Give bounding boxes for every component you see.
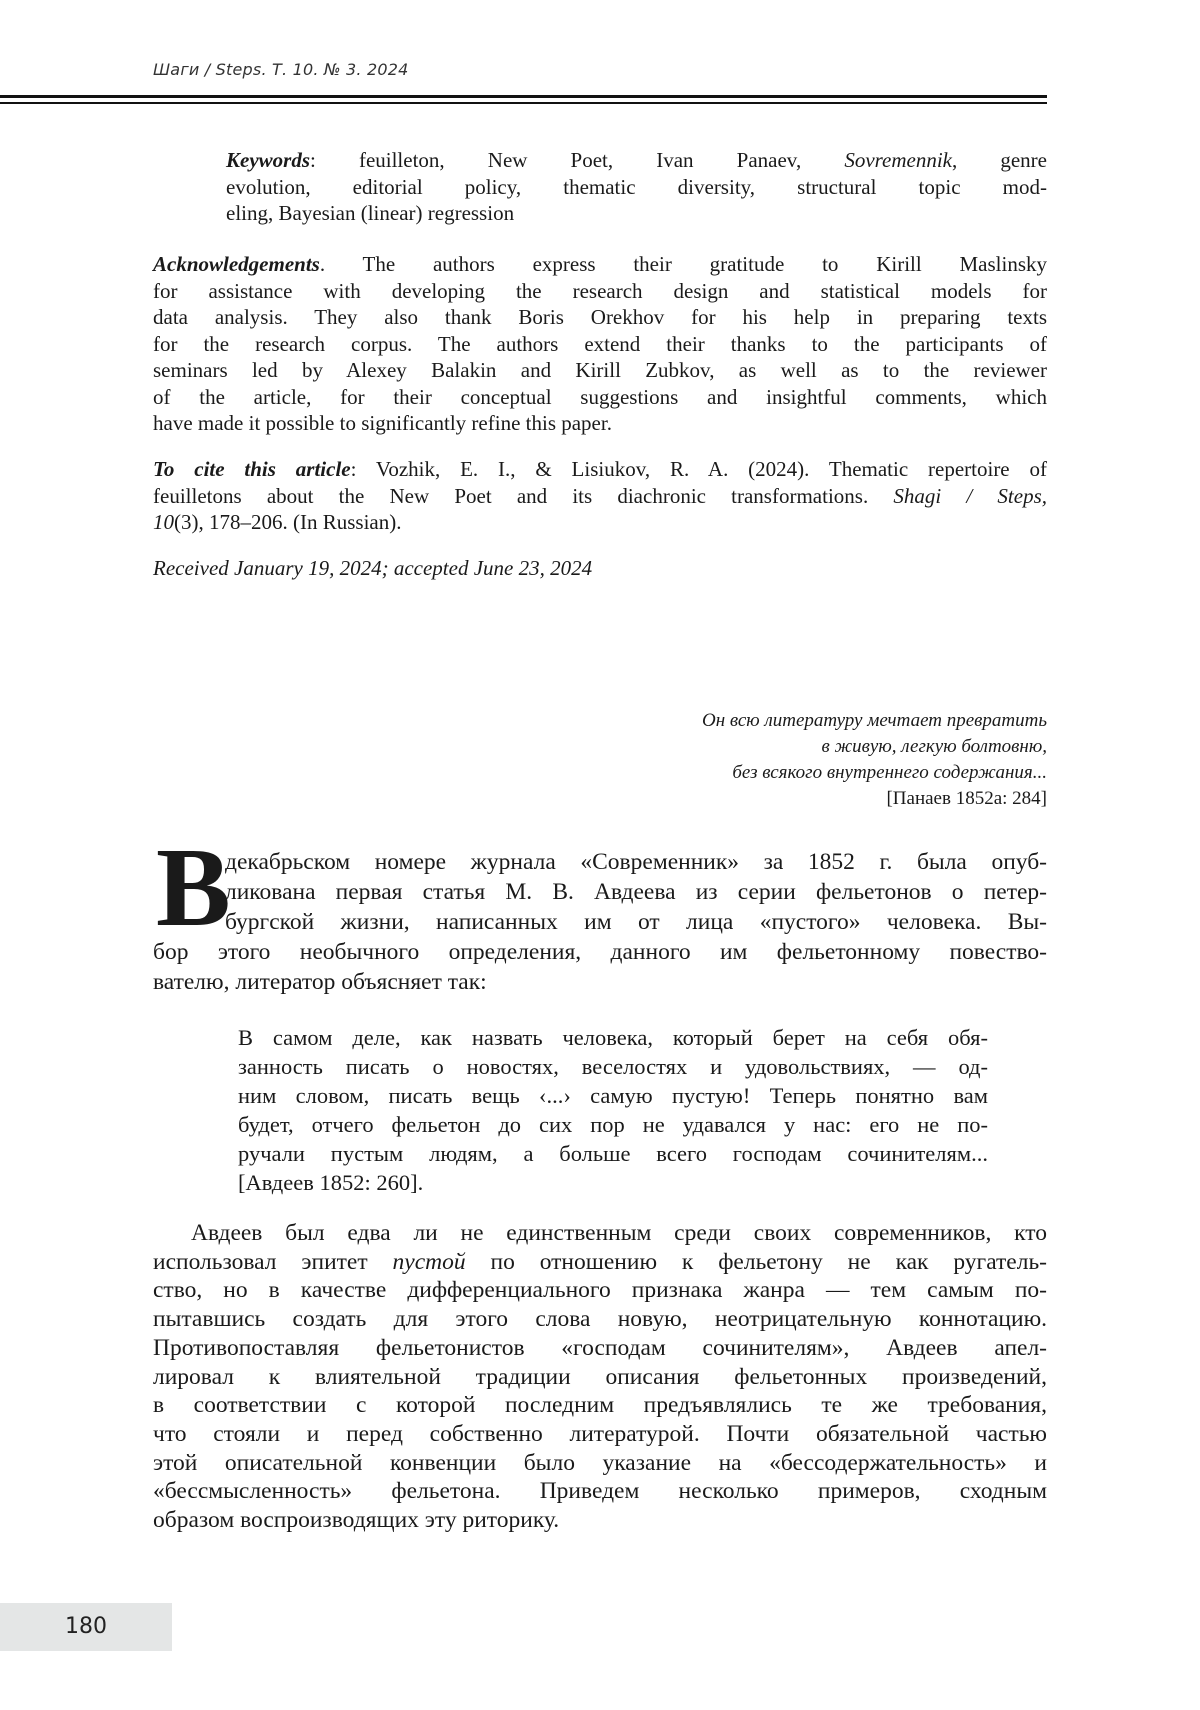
text-line (226, 174, 1047, 201)
text-line (153, 967, 1047, 997)
text-run: : feuilleton, New Poet, Ivan Panaev, (310, 148, 844, 172)
text-run: бургской жизни, написанных им от лица «пустого» человека. Вы- (225, 909, 1047, 935)
epigraph-line: в живую, легкую болтовню, (702, 734, 1047, 760)
text-run: for assistance with developing the research design and statistical models for (153, 279, 1047, 303)
text-run: этой описательной конвенции было указание на «бессодержательность» и (153, 1450, 1047, 1476)
text-run: evolution, editorial policy, thematic diversity, structural topic mod- (226, 175, 1047, 199)
text-line (226, 147, 1047, 174)
text-line (153, 937, 1047, 967)
text-line (153, 456, 1047, 483)
text-line (153, 1477, 1047, 1506)
epigraph-line: без всякого внутреннего содержания... (702, 760, 1047, 786)
text-line (225, 877, 1047, 907)
text-run: «бессмысленность» фельетона. Приведем несколько примеров, сходным (153, 1478, 1047, 1504)
epigraph-line: Он всю литературу мечтает превратить (702, 708, 1047, 734)
text-run: seminars led by Alexey Balakin and Kirill Zubkov, as well as to the reviewer (153, 358, 1047, 382)
text-line (238, 1052, 988, 1081)
text-run: лировал к влиятельной традиции описания фельетонных произведений, (153, 1364, 1047, 1390)
block-quote (238, 1023, 988, 1197)
text-run: В самом деле, как назвать человека, который берет на себя обя- (238, 1025, 988, 1050)
text-run: Противопоставляя фельетонистов «господам сочинителям», Авдеев апел- (153, 1335, 1047, 1361)
text-run: [Авдеев 1852: 260]. (238, 1170, 423, 1195)
text-emphasis: To cite this article (153, 457, 351, 481)
text-run: : Vozhik, E. I., & Lisiukov, R. A. (2024). Thematic repertoire of (351, 457, 1047, 481)
text-run: , genre (952, 148, 1047, 172)
text-run: (3), 178–206. (In Russian). (174, 510, 401, 534)
text-line (238, 1139, 988, 1168)
text-emphasis: Keywords (226, 148, 310, 172)
body-paragraph-1 (153, 847, 1047, 997)
text-run: data analysis. They also thank Boris Orekhov for his help in preparing texts (153, 305, 1047, 329)
text-line (238, 1168, 988, 1197)
text-line (153, 384, 1047, 411)
text-emphasis: Shagi / Steps, (893, 484, 1047, 508)
text-line (153, 331, 1047, 358)
text-line (225, 847, 1047, 877)
text-run: будет, отчего фельетон до сих пор не удавался у нас: его не по- (238, 1112, 988, 1137)
text-run: of the article, for their conceptual suggestions and insightful comments, which (153, 385, 1047, 409)
text-line (153, 1276, 1047, 1305)
drop-cap: В (156, 842, 231, 934)
text-run: ликована первая статья М. В. Авдеева из серии фельетонов о петер- (225, 879, 1047, 905)
text-line (238, 1110, 988, 1139)
text-run: eling, Bayesian (linear) regression (226, 201, 514, 225)
header-rule-thin (0, 102, 1047, 104)
text-emphasis: 10 (153, 510, 174, 534)
epigraph (702, 708, 1047, 812)
text-emphasis: Sovremennik (844, 148, 952, 172)
text-line (238, 1023, 988, 1052)
text-run: ним словом, писать вещь ‹...› самую пустую! Теперь понятно вам (238, 1083, 988, 1108)
text-run: бор этого необычного определения, данного им фельетонному повество- (153, 939, 1047, 965)
text-line (153, 483, 1047, 510)
text-run: ручали пустым людям, а больше всего господам сочинителям... (238, 1141, 988, 1166)
text-run: ство, но в качестве дифференциального признака жанра — тем самым по- (153, 1277, 1047, 1303)
running-head: Шаги / Steps. Т. 10. № 3. 2024 (153, 60, 409, 79)
text-run: . The authors express their gratitude to Kirill Maslinsky (320, 252, 1047, 276)
text-run: занность писать о новостях, веселостях и удовольствиях, — од- (238, 1054, 988, 1079)
text-run: for the research corpus. The authors extend their thanks to the participants of (153, 332, 1047, 356)
acknowledgements-block (153, 251, 1047, 437)
keywords-block (226, 147, 1047, 227)
citation-block (153, 456, 1047, 536)
text-line (153, 1420, 1047, 1449)
text-run: Авдеев был едва ли не единственным среди своих современников, кто (191, 1220, 1047, 1246)
text-line (238, 1081, 988, 1110)
text-line (153, 1449, 1047, 1478)
header-rule-thick (0, 95, 1047, 98)
text-line (153, 1334, 1047, 1363)
text-line (225, 907, 1047, 937)
text-line (153, 1219, 1047, 1248)
text-line (153, 410, 1047, 437)
text-run: образом воспроизводящих эту риторику. (153, 1507, 559, 1533)
text-line (153, 509, 1047, 536)
text-run: использовал эпитет (153, 1249, 393, 1275)
text-run: пытавшись создать для этого слова новую, неотрицательную коннотацию. (153, 1306, 1047, 1332)
text-line (153, 357, 1047, 384)
text-run: feuilletons about the New Poet and its diachronic transformations. (153, 484, 893, 508)
text-line (153, 1391, 1047, 1420)
body-paragraph-2 (153, 1219, 1047, 1535)
text-emphasis: пустой (393, 1249, 466, 1275)
text-line (153, 1363, 1047, 1392)
text-line (153, 1248, 1047, 1277)
text-line (226, 200, 1047, 227)
text-emphasis: Acknowledgements (153, 252, 320, 276)
text-line (153, 304, 1047, 331)
text-line (153, 1305, 1047, 1334)
text-line (153, 278, 1047, 305)
text-run: по отношению к фельетону не как ругатель- (466, 1249, 1047, 1275)
epigraph-source: [Панаев 1852а: 284] (702, 786, 1047, 812)
received-dates: Received January 19, 2024; accepted June 23, 2024 (153, 556, 592, 581)
page-number: 180 (0, 1603, 172, 1651)
text-run: вателю, литератор объясняет так: (153, 969, 487, 995)
text-run: декабрьском номере журнала «Современник» за 1852 г. была опуб- (225, 849, 1047, 875)
text-line (153, 1506, 1047, 1535)
text-run: have made it possible to significantly refine this paper. (153, 411, 612, 435)
text-run: в соответствии с которой последним предъявлялись те же требования, (153, 1392, 1047, 1418)
text-run: что стояли и перед собственно литературой. Почти обязательной частью (153, 1421, 1047, 1447)
text-line (153, 251, 1047, 278)
